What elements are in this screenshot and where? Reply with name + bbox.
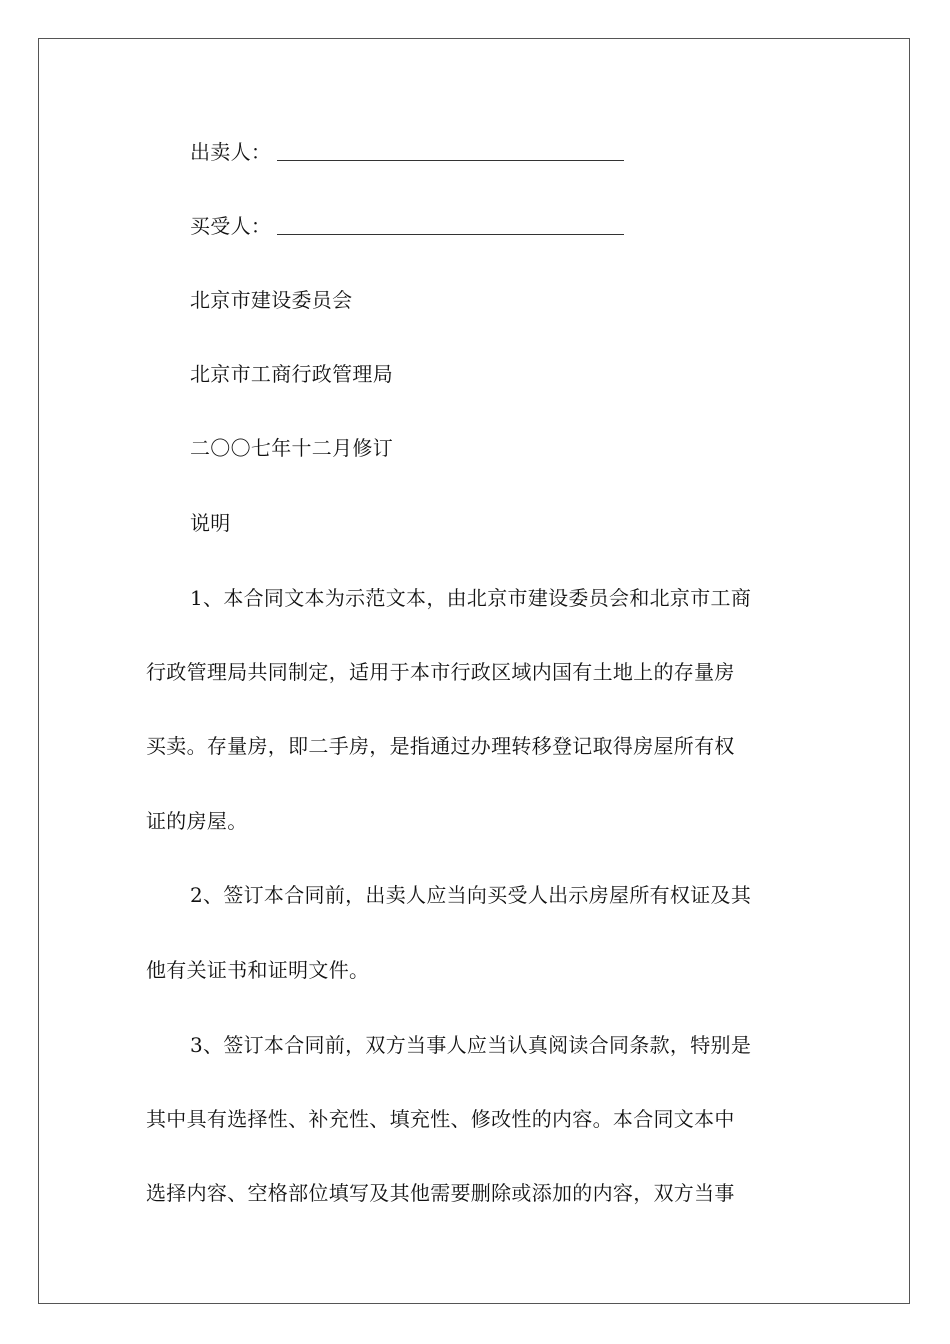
- notes-title: 说明: [190, 511, 231, 535]
- issuer-industry-commerce-bureau: 北京市工商行政管理局: [190, 362, 393, 386]
- note-1-line-1: 1、本合同文本为示范文本，由北京市建设委员会和北京市工商: [190, 586, 752, 610]
- note-1-line-3: 买卖。存量房，即二手房，是指通过办理转移登记取得房屋所有权: [146, 734, 735, 758]
- buyer-name-field[interactable]: [277, 234, 624, 235]
- revision-date: 二〇〇七年十二月修订: [190, 436, 393, 460]
- seller-name-field[interactable]: [277, 160, 624, 161]
- note-1-line-2: 行政管理局共同制定，适用于本市行政区域内国有土地上的存量房: [146, 660, 735, 684]
- issuer-construction-commission: 北京市建设委员会: [190, 288, 353, 312]
- note-1-line-4: 证的房屋。: [146, 809, 248, 833]
- note-2-line-1: 2、签订本合同前，出卖人应当向买受人出示房屋所有权证及其: [190, 883, 752, 907]
- note-2-line-2: 他有关证书和证明文件。: [146, 958, 370, 982]
- note-3-line-3: 选择内容、空格部位填写及其他需要删除或添加的内容，双方当事: [146, 1181, 735, 1205]
- seller-label: 出卖人：: [190, 140, 272, 164]
- buyer-label: 买受人：: [190, 214, 272, 238]
- note-3-line-1: 3、签订本合同前，双方当事人应当认真阅读合同条款，特别是: [190, 1033, 752, 1057]
- note-3-line-2: 其中具有选择性、补充性、填充性、修改性的内容。本合同文本中: [146, 1107, 735, 1131]
